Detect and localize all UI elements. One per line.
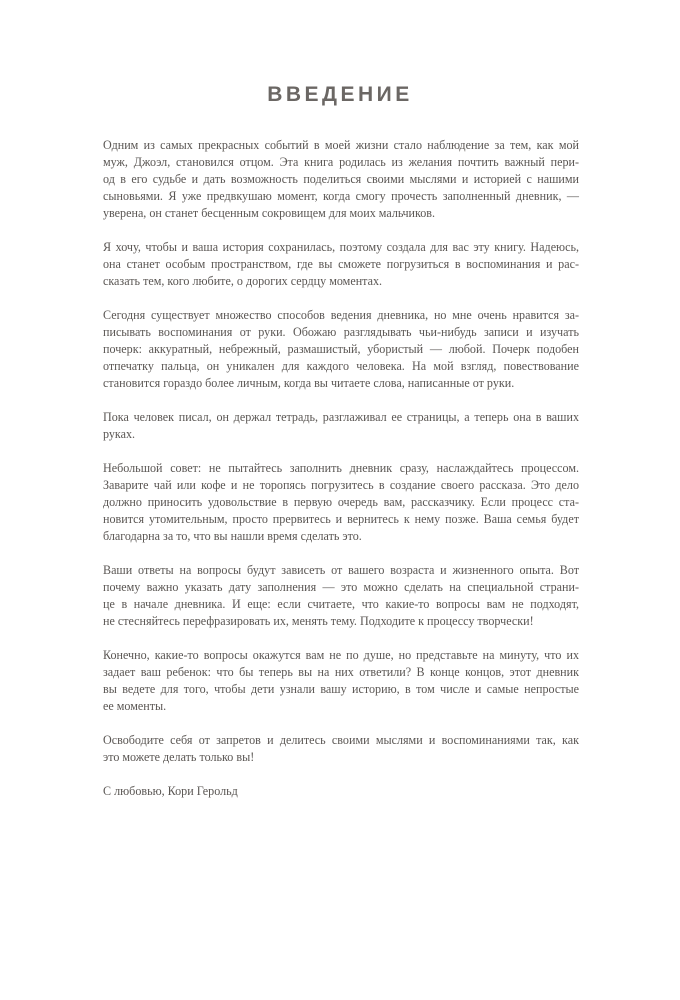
text-line: це в начале дневника. И еще: если считаете, что какие-то вопросы вам не подходят,	[103, 597, 579, 611]
text-line: Небольшой совет: не пытайтесь заполнить дневник сразу, наслаждайтесь процессом.	[103, 461, 579, 475]
text-line: становится гораздо более личным, когда вы читаете слова, написанные от руки.	[103, 376, 515, 390]
text-line: уверена, он станет бесценным сокровищем для моих мальчиков.	[103, 206, 436, 220]
text-line: сыновьями. Я уже предвкушаю момент, когда смогу прочесть заполненный дневник, —	[103, 189, 579, 203]
text-line: муж, Джоэл, становился отцом. Эта книга родилась из желания почтить важный пери-	[103, 155, 579, 169]
paragraph	[103, 732, 579, 766]
page-title: ВВЕДЕНИЕ	[267, 83, 413, 106]
text-line: благодарна за то, что вы нашли время сделать это.	[103, 529, 362, 543]
text-line: Пока человек писал, он держал тетрадь, разглаживал ее страницы, а теперь она в ваших	[103, 410, 579, 424]
introduction-text	[103, 137, 579, 817]
text-line: должно приносить удовольствие в первую очередь вам, рассказчику. Если процесс ста-	[103, 495, 579, 509]
text-line: она станет особым пространством, где вы сможете погрузиться в воспоминания и рас-	[103, 257, 579, 271]
text-line: не стесняйтесь перефразировать их, менять тему. Подходите к процессу творчески!	[103, 614, 534, 628]
text-line: почему важно указать дату заполнения — это можно сделать на специальной страни-	[103, 580, 579, 594]
text-line: руках.	[103, 427, 136, 441]
text-line: ее моменты.	[103, 699, 167, 713]
paragraph	[103, 137, 579, 222]
paragraph	[103, 307, 579, 392]
text-line: вы ведете для того, чтобы дети узнали вашу историю, в том числе и самые непростые	[103, 682, 579, 696]
paragraph	[103, 460, 579, 545]
text-line: Заварите чай или кофе и не торопясь погрузитесь в создание своего рассказа. Это дело	[103, 478, 579, 492]
text-line: почерк: аккуратный, небрежный, размашистый, убористый — любой. Почерк подобен	[103, 342, 579, 356]
text-line: это можете делать только вы!	[103, 750, 255, 764]
text-line: писывать воспоминания от руки. Обожаю разглядывать чьи-нибудь записи и изучать	[103, 325, 579, 339]
text-line: од в его судьбе и дать возможность поделиться своими мыслями и историей с нашими	[103, 172, 579, 186]
text-line: Я хочу, чтобы и ваша история сохранилась, поэтому создала для вас эту книгу. Надеюсь,	[103, 240, 579, 254]
text-line: отпечатку пальца, он уникален для каждого человека. На мой взгляд, повествование	[103, 359, 579, 373]
paragraph	[103, 562, 579, 630]
text-line: Освободите себя от запретов и делитесь своими мыслями и воспоминаниями так, как	[103, 733, 579, 747]
text-line: С любовью, Кори Герольд	[103, 784, 238, 798]
text-line: Сегодня существует множество способов ведения дневника, но мне очень нравится за-	[103, 308, 579, 322]
paragraph	[103, 239, 579, 290]
paragraph	[103, 647, 579, 715]
paragraph	[103, 409, 579, 443]
text-line: задает ваш ребенок: что бы теперь вы на них ответили? В конце концов, этот дневник	[103, 665, 579, 679]
text-line: сказать тем, кого любите, о дорогих сердцу моментах.	[103, 274, 383, 288]
signature	[103, 783, 579, 800]
text-line: новится утомительным, просто прервитесь и вернитесь к нему позже. Ваша семья будет	[103, 512, 579, 526]
text-line: Одним из самых прекрасных событий в моей жизни стало наблюдение за тем, как мой	[103, 138, 579, 152]
text-line: Конечно, какие-то вопросы окажутся вам не по душе, но представьте на минуту, что их	[103, 648, 579, 662]
text-line: Ваши ответы на вопросы будут зависеть от вашего возраста и жизненного опыта. Вот	[103, 563, 579, 577]
